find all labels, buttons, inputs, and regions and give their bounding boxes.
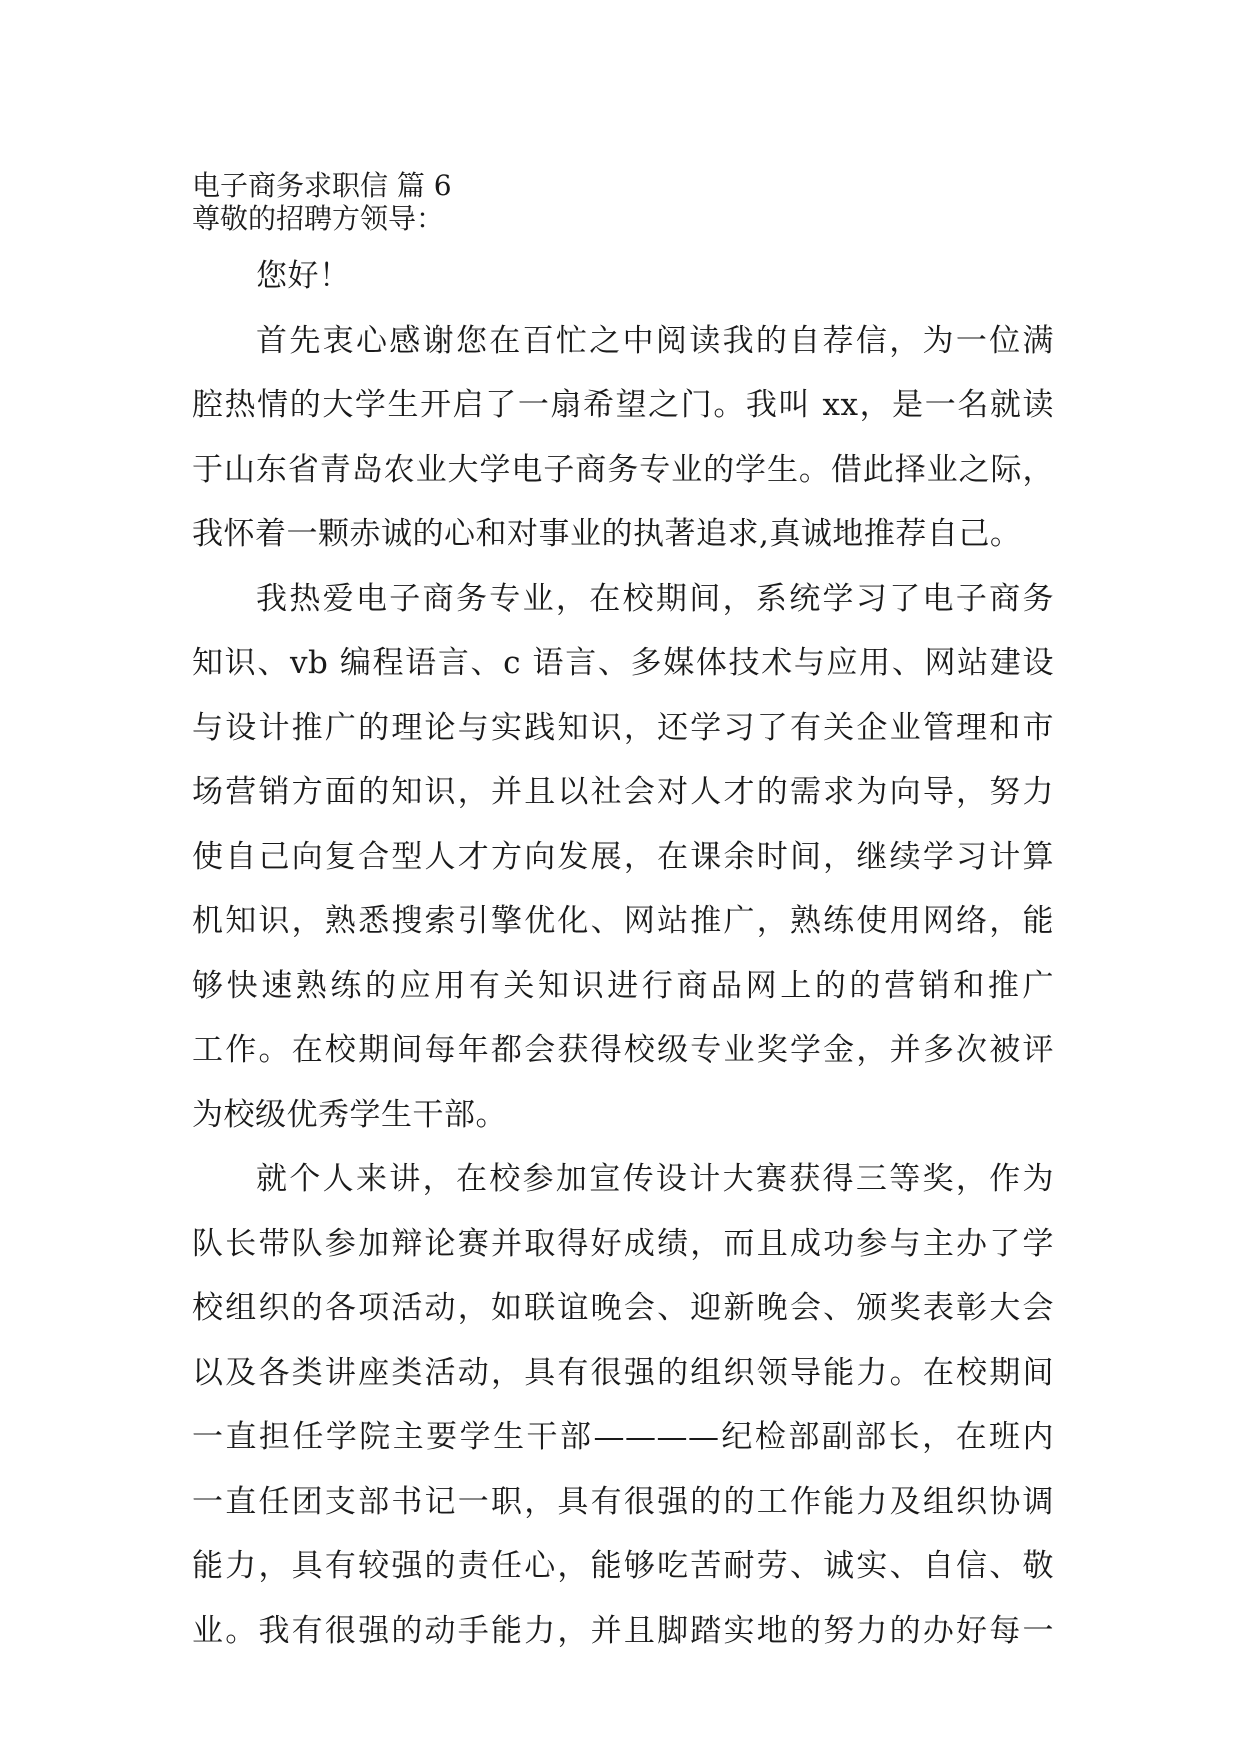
salutation: 尊敬的招聘方领导： bbox=[192, 202, 445, 235]
text-line: 校组织的各项活动，如联谊晚会、迎新晚会、颁奖表彰大会 bbox=[192, 1290, 1054, 1326]
text-line: 腔热情的大学生开启了一扇希望之门。我叫 xx，是一名就读 bbox=[192, 387, 1054, 423]
text-line: 业。我有很强的动手能力，并且脚踏实地的努力的办好每一 bbox=[192, 1612, 1054, 1649]
text-line: 场营销方面的知识，并且以社会对人才的需求为向导，努力 bbox=[192, 774, 1054, 810]
text-line: 为校级优秀学生干部。 bbox=[192, 1096, 507, 1133]
text-line: 工作。在校期间每年都会获得校级专业奖学金，并多次被评 bbox=[192, 1032, 1054, 1068]
text-line: 与设计推广的理论与实践知识，还学习了有关企业管理和市 bbox=[192, 709, 1054, 746]
text-line: 知识、vb 编程语言、c 语言、多媒体技术与应用、网站建设 bbox=[192, 645, 1054, 681]
text-line: 一直担任学院主要学生干部————纪检部副部长，在班内 bbox=[192, 1419, 1054, 1455]
text-line: 首先衷心感谢您在百忙之中阅读我的自荐信，为一位满 bbox=[256, 322, 1054, 359]
text-line: 一直任团支部书记一职，具有很强的的工作能力及组织协调 bbox=[192, 1483, 1054, 1520]
text-line: 以及各类讲座类活动，具有很强的组织领导能力。在校期间 bbox=[192, 1354, 1054, 1391]
text-line: 我热爱电子商务专业，在校期间，系统学习了电子商务 bbox=[256, 580, 1054, 617]
text-line: 够快速熟练的应用有关知识进行商品网上的的营销和推广 bbox=[192, 967, 1054, 1004]
text-line: 于山东省青岛农业大学电子商务专业的学生。借此择业之际， bbox=[192, 451, 1054, 488]
text-line: 机知识，熟悉搜索引擎优化、网站推广，熟练使用网络，能 bbox=[192, 903, 1054, 939]
letter-body bbox=[192, 254, 1054, 1673]
text-line: 能力，具有较强的责任心，能够吃苦耐劳、诚实、自信、敬 bbox=[192, 1548, 1054, 1584]
text-line: 使自己向复合型人才方向发展，在课余时间，继续学习计算 bbox=[192, 838, 1054, 875]
text-line: 就个人来讲，在校参加宣传设计大赛获得三等奖，作为 bbox=[256, 1161, 1054, 1197]
text-line: 您好！ bbox=[256, 258, 351, 294]
text-line: 队长带队参加辩论赛并取得好成绩，而且成功参与主办了学 bbox=[192, 1225, 1054, 1262]
text-line: 我怀着一颗赤诚的心和对事业的执著追求,真诚地推荐自己。 bbox=[192, 516, 1022, 552]
document-title: 电子商务求职信 篇 6 bbox=[192, 169, 452, 202]
